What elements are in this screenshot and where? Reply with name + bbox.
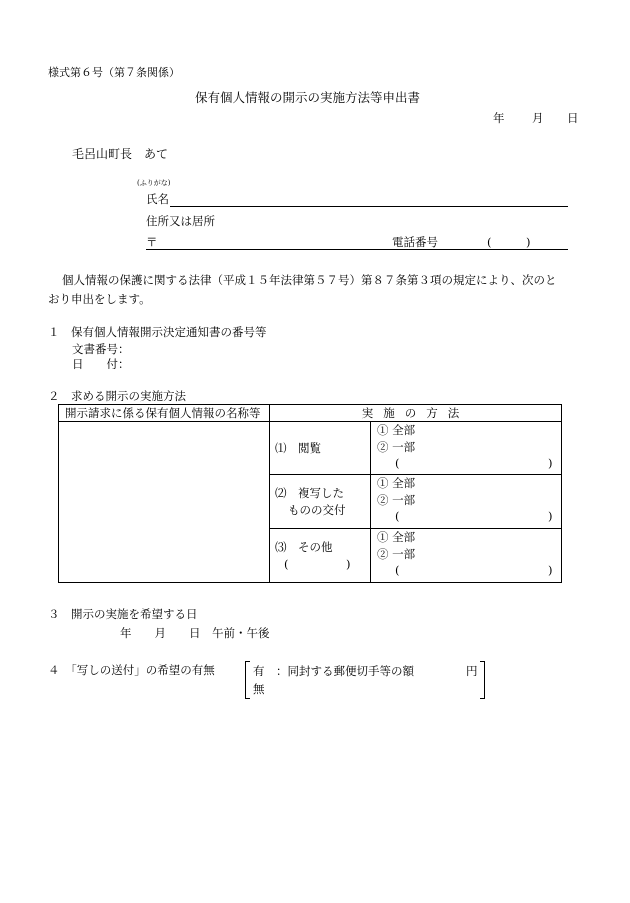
furigana-label: (ふりがな) [137, 179, 171, 187]
option-all[interactable]: ① 全部 [377, 476, 416, 490]
preferred-date-line: 年 月 日 午前・午後 [120, 626, 270, 640]
disclosure-method-table [58, 404, 562, 583]
section-2-heading: ２ 求める開示の実施方法 [48, 389, 186, 403]
option-yes[interactable]: 有 ：同封する郵便切手等の額 [253, 664, 414, 678]
paren-close: ) [548, 509, 553, 523]
method-other-paren[interactable]: ( ) [284, 557, 351, 571]
method-cell-1 [270, 422, 371, 475]
doc-number-label: 文書番号： [72, 342, 130, 356]
option-cell-2 [371, 475, 562, 529]
method-label: 閲覧 [298, 441, 321, 455]
phone-paren: ( ) [487, 235, 531, 249]
paren-close: ) [548, 456, 553, 470]
method-label-2: ものの交付 [288, 503, 346, 517]
section-4-heading: ４ 「写しの送付」の希望の有無 [48, 663, 215, 677]
name-underline [170, 206, 568, 207]
paren-open: ( [395, 456, 400, 470]
method-num: ⑶ [275, 540, 287, 554]
document-title: 保有個人情報の開示の実施方法等申出書 [195, 90, 421, 105]
intro-line-2: おり申出をします。 [48, 292, 151, 306]
form-number: 様式第６号（第７条関係） [48, 66, 180, 79]
option-part[interactable]: ② 一部 [377, 493, 416, 507]
info-name-cell[interactable] [59, 422, 270, 583]
option-all[interactable]: ① 全部 [377, 530, 416, 544]
bracket-left [245, 661, 250, 699]
method-label: その他 [298, 540, 333, 554]
yen-label: 円 [466, 664, 478, 678]
notice-date-label: 日 付： [72, 357, 130, 371]
postal-mark: 〒 [146, 235, 158, 249]
method-label: 複写した [298, 486, 344, 500]
option-part[interactable]: ② 一部 [377, 440, 416, 454]
col-header-info-name: 開示請求に係る保有個人情報の名称等 [59, 405, 270, 422]
option-no[interactable]: 無 [253, 682, 265, 696]
section-3-heading: ３ 開示の実施を希望する日 [48, 607, 198, 621]
method-cell-2 [270, 475, 371, 529]
intro-line-1: 個人情報の保護に関する法律（平成１５年法律第５７号）第８７条第３項の規定により、次のと [62, 273, 557, 287]
phone-label: 電話番号 [392, 235, 438, 249]
date-year: 年 [493, 111, 505, 125]
paren-open: ( [395, 563, 400, 577]
date-day: 日 [567, 111, 579, 125]
paren-open: ( [395, 509, 400, 523]
option-all[interactable]: ① 全部 [377, 423, 416, 437]
method-cell-3 [270, 529, 371, 583]
method-num: ⑴ [275, 441, 287, 455]
paren-close: ) [548, 563, 553, 577]
address-label: 住所又は居所 [146, 214, 215, 228]
date-month: 月 [532, 111, 544, 125]
option-cell-3 [371, 529, 562, 583]
col-header-method: 実施の方法 [270, 405, 562, 422]
bracket-right [480, 661, 485, 699]
addressee: 毛呂山町長 あて [72, 147, 169, 161]
section-1-heading: １ 保有個人情報開示決定通知書の番号等 [48, 325, 267, 339]
option-cell-1 [371, 422, 562, 475]
option-part[interactable]: ② 一部 [377, 547, 416, 561]
name-label: 氏名 [146, 192, 169, 206]
method-num: ⑵ [275, 486, 287, 500]
address-underline [146, 249, 568, 250]
